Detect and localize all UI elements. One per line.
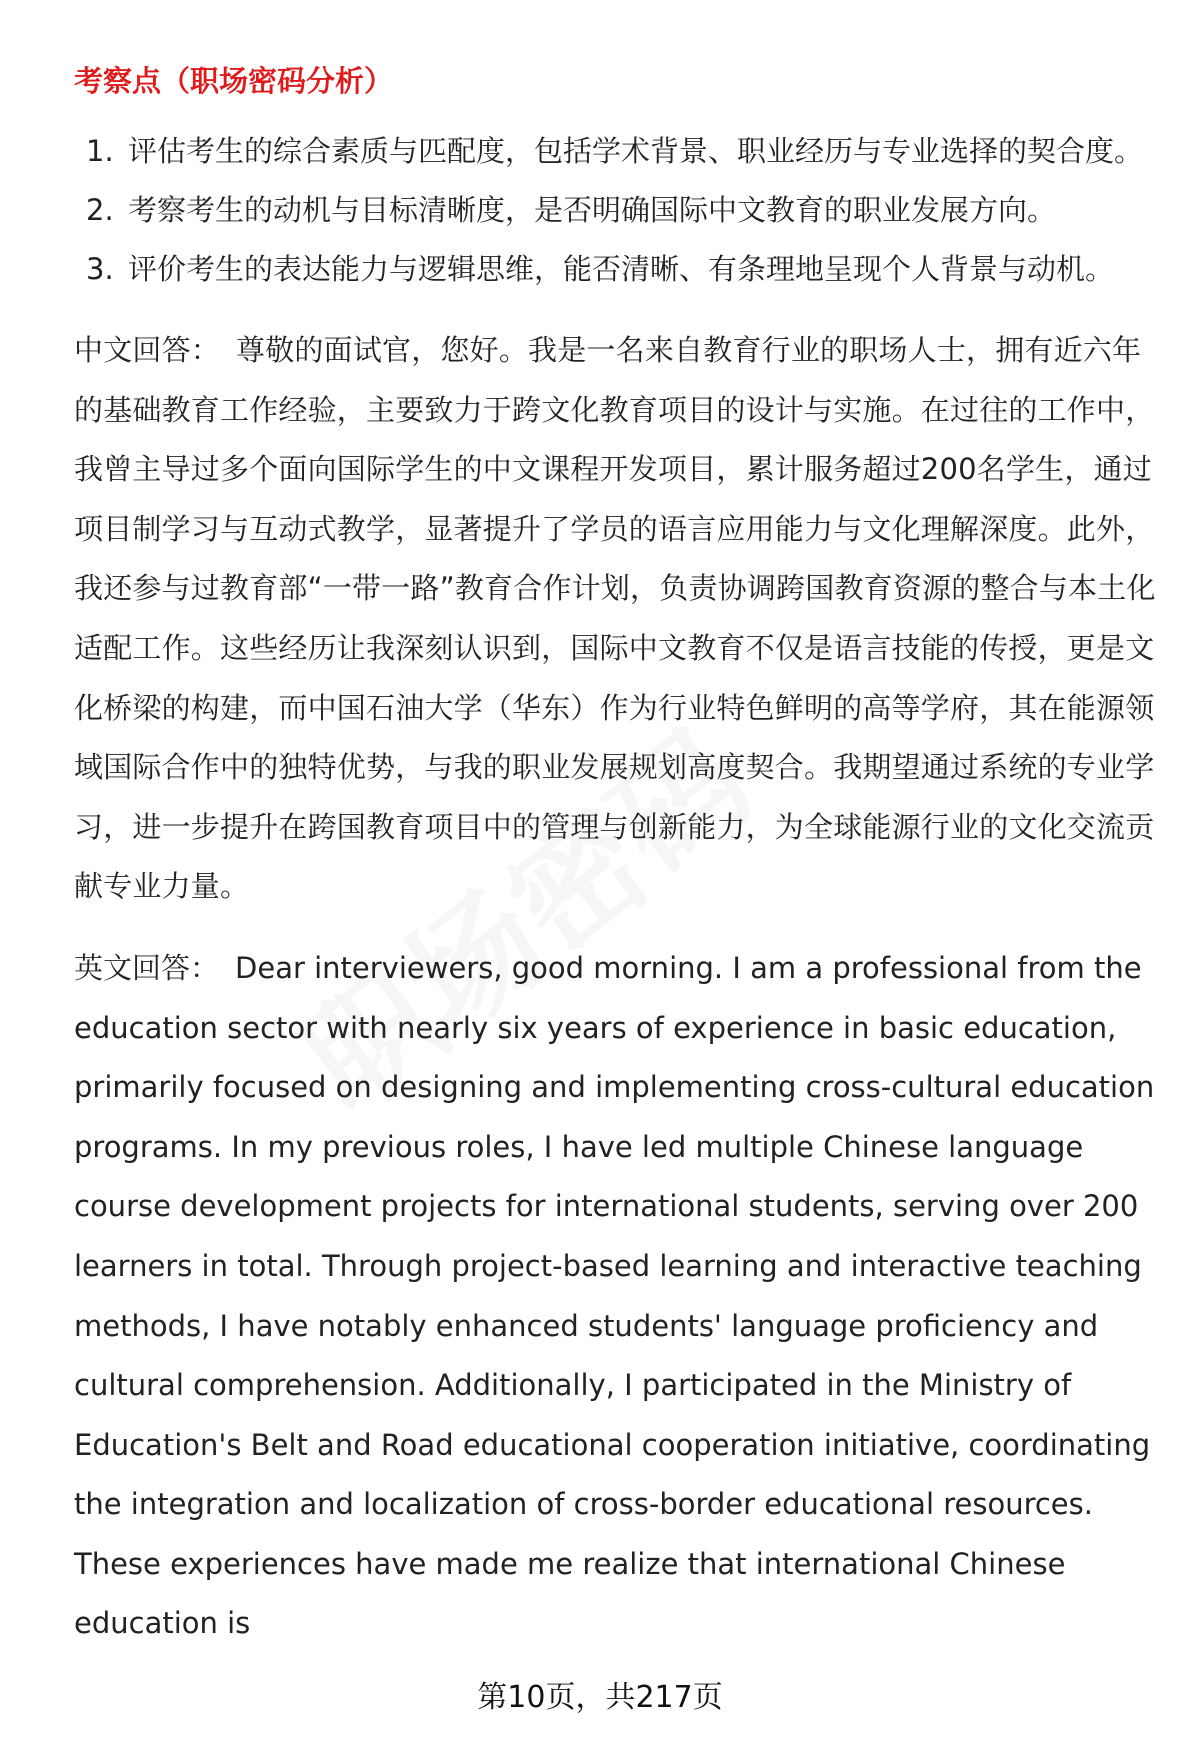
list-item: [74, 122, 1164, 181]
english-answer-text: Dear interviewers, good morning. I am a professional from the education sector with nearly six years of experience in basic education, primarily focused on designing and implementing cross-cultural education programs. In my previous roles, I have led multiple Chinese language course development projects for international students, serving over 200 learners in total. Through project-based learning and interactive teaching methods, I have notably enhanced students' language proficiency and cultural comprehension. Additionally, I participated in the Ministry of Education's Belt and Road educational cooperation initiative, coordinating the integration and localization of cross-border educational resources. These experiences have made me realize that international Chinese education is: [74, 950, 1155, 1641]
list-item-text: 考察考生的动机与目标清晰度，是否明确国际中文教育的职业发展方向。: [128, 193, 1057, 227]
list-item-text: 评估考生的综合素质与匹配度，包括学术背景、职业经历与专业选择的契合度。: [128, 134, 1144, 168]
assessment-points-list: [74, 122, 1164, 299]
page-indicator: 第10页，共217页: [477, 1680, 723, 1715]
section-title: 考察点（职场密码分析）: [74, 64, 394, 98]
english-answer-label: 英文回答：: [74, 950, 220, 985]
chinese-answer-paragraph: [74, 321, 1164, 917]
document-page: [74, 50, 1164, 1654]
chinese-answer-label: 中文回答：: [74, 333, 221, 367]
chinese-answer-text: 尊敬的面试官，您好。我是一名来自教育行业的职场人士，拥有近六年的基础教育工作经验，主要致力于跨文化教育项目的设计与实施。在过往的工作中，我曾主导过多个面向国际学生的中文课程开发项目，累计服务超过200名学生，通过项目制学习与互动式教学，显著提升了学员的语言应用能力与文化理解深度。此外，我还参与过教育部“一带一路”教育合作计划，负责协调跨国教育资源的整合与本土化适配工作。这些经历让我深刻认识到，国际中文教育不仅是语言技能的传授，更是文化桥梁的构建，而中国石油大学（华东）作为行业特色鲜明的高等学府，其在能源领域国际合作中的独特优势，与我的职业发展规划高度契合。我期望通过系统的专业学习，进一步提升在跨国教育项目中的管理与创新能力，为全球能源行业的文化交流贡献专业力量。: [74, 333, 1156, 904]
list-item-number: 1.: [86, 134, 114, 168]
list-item-text: 评价考生的表达能力与逻辑思维，能否清晰、有条理地呈现个人背景与动机。: [128, 252, 1115, 286]
english-answer-paragraph: [74, 939, 1164, 1654]
list-item-number: 2.: [86, 193, 114, 227]
list-item-number: 3.: [86, 252, 114, 286]
list-item: [74, 240, 1164, 299]
list-item: [74, 181, 1164, 240]
